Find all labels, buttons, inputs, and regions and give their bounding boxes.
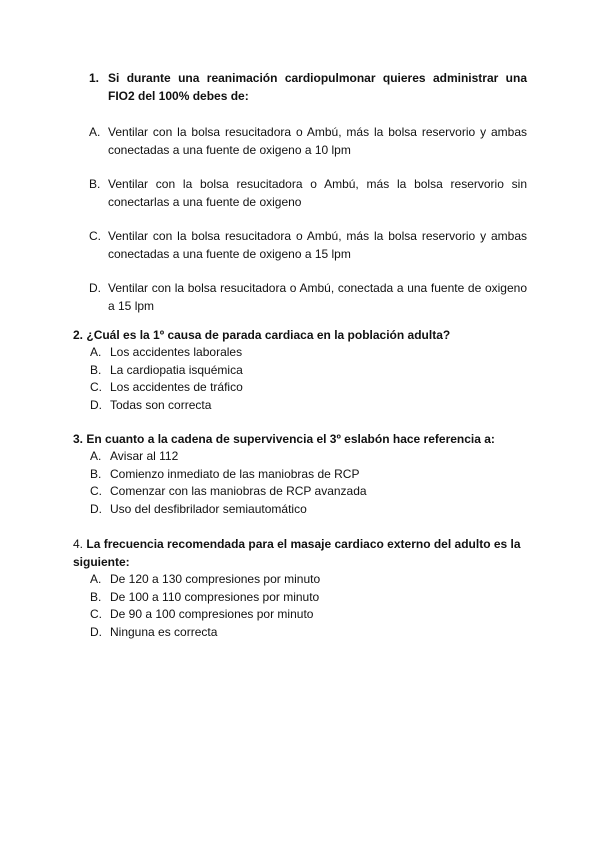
option-letter: B. xyxy=(90,466,102,481)
option-letter: B. xyxy=(90,362,102,377)
option-a xyxy=(89,123,527,159)
question-4 xyxy=(73,535,528,641)
option-letter: D. xyxy=(90,501,102,516)
option-text: Comienzo inmediato de las maniobras de RCP xyxy=(110,466,360,481)
option-d xyxy=(73,397,528,415)
question-number: 4. xyxy=(73,537,84,551)
question-3 xyxy=(73,430,528,518)
option-c xyxy=(73,606,528,624)
option-b xyxy=(89,175,527,211)
option-text: Comenzar con las maniobras de RCP avanzada xyxy=(110,484,367,498)
option-a xyxy=(73,571,528,589)
option-text: Ninguna es correcta xyxy=(110,624,218,639)
question-number: 1. xyxy=(89,71,100,85)
option-d xyxy=(73,501,528,519)
option-letter: C. xyxy=(89,229,101,243)
option-letter: D. xyxy=(90,397,102,412)
question-number: 3. xyxy=(73,432,84,446)
question-text: ¿Cuál es la 1º causa de parada cardiaca en la población adulta? xyxy=(86,328,451,342)
option-text: Ventilar con la bolsa resucitadora o Ambú, conectada a una fuente de oxigeno a 15 lpm xyxy=(108,281,527,313)
option-text: De 100 a 110 compresiones por minuto xyxy=(110,589,320,604)
option-letter: D. xyxy=(90,624,102,639)
option-text: De 120 a 130 compresiones por minuto xyxy=(110,572,321,586)
option-text: Ventilar con la bolsa resucitadora o Ambú, más la bolsa reservorio y ambas conectadas a una fuente de oxigeno a 15 lpm xyxy=(108,229,527,261)
option-letter: A. xyxy=(89,125,101,139)
option-text: La cardiopatia isquémica xyxy=(110,362,243,377)
option-text: De 90 a 100 compresiones por minuto xyxy=(110,607,314,621)
option-d xyxy=(73,624,528,642)
option-b xyxy=(73,466,528,484)
question-number: 2. xyxy=(73,328,84,342)
option-text: Ventilar con la bolsa resucitadora o Ambú, más la bolsa reservorio sin conectarlas a una fuente de oxigeno xyxy=(108,177,527,209)
option-d xyxy=(89,279,527,315)
option-letter: A. xyxy=(90,449,102,463)
question-2-title xyxy=(73,326,528,344)
option-c xyxy=(73,483,528,501)
option-a xyxy=(73,344,528,362)
option-letter: A. xyxy=(90,345,102,359)
option-letter: B. xyxy=(89,177,101,191)
question-1 xyxy=(89,69,527,315)
option-text: Ventilar con la bolsa resucitadora o Ambú, más la bolsa reservorio y ambas conectadas a una fuente de oxigeno a 10 lpm xyxy=(108,125,527,157)
option-text: Los accidentes de tráfico xyxy=(110,380,243,394)
option-b xyxy=(73,362,528,380)
option-text: Los accidentes laborales xyxy=(110,345,243,359)
option-text: Todas son correcta xyxy=(110,397,212,412)
question-4-title xyxy=(73,535,528,571)
question-2 xyxy=(73,326,528,414)
question-text: En cuanto a la cadena de supervivencia el 3º eslabón hace referencia a: xyxy=(86,432,495,446)
option-letter: C. xyxy=(90,607,102,621)
option-text: Avisar al 112 xyxy=(110,449,179,463)
question-1-title xyxy=(89,69,527,105)
option-c xyxy=(89,227,527,263)
option-c xyxy=(73,379,528,397)
option-a xyxy=(73,448,528,466)
option-letter: A. xyxy=(90,572,102,586)
question-text: La frecuencia recomendada para el masaje cardiaco externo del adulto es la siguiente: xyxy=(73,537,521,569)
question-3-title xyxy=(73,430,528,448)
question-text: Si durante una reanimación cardiopulmonar quieres administrar una FIO2 del 100% debes de: xyxy=(108,71,527,103)
option-letter: C. xyxy=(90,484,102,498)
option-letter: B. xyxy=(90,589,102,604)
option-letter: D. xyxy=(89,281,101,295)
option-text: Uso del desfibrilador semiautomático xyxy=(110,501,307,516)
option-letter: C. xyxy=(90,380,102,394)
option-b xyxy=(73,589,528,607)
